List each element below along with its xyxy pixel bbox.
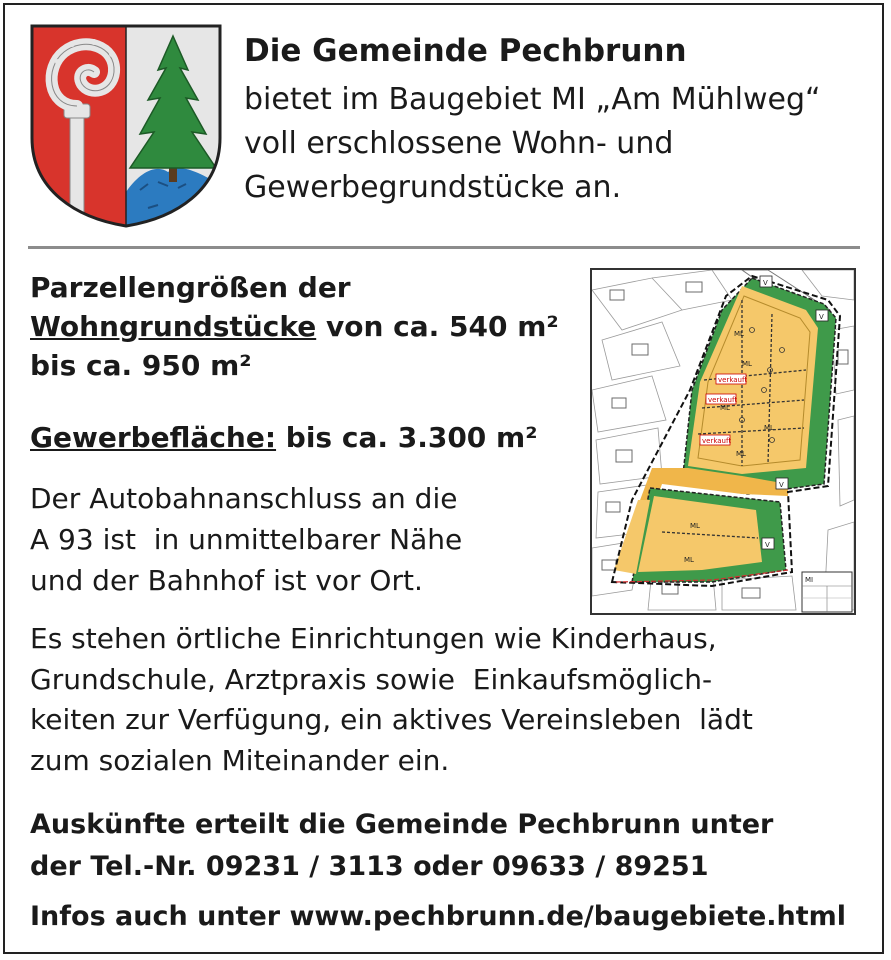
sold-marker: verkauft [708,396,738,404]
green-marker: V [819,313,824,321]
intro-line: Gewerbegrundstücke an. [244,170,622,205]
headline: Die Gemeinde Pechbrunn [244,33,687,69]
plot-label: ML [684,556,694,564]
intro-text [244,78,874,210]
transport-text [30,478,570,601]
plot-label: ML [742,360,752,368]
parcel-line [30,307,600,346]
contact-line: Auskünfte erteilt die Gemeinde Pechbrunn unter [30,809,774,840]
plot-label: ML [720,404,730,412]
green-marker: V [763,279,768,287]
residential-min: von ca. 540 m² [316,310,559,343]
commercial-area [30,418,537,458]
transport-line: Der Autobahnanschluss an die [30,482,458,515]
coat-of-arms [28,22,224,230]
divider [28,246,860,249]
plot-label: ML [736,450,746,458]
green-marker: V [765,541,770,549]
sold-marker: verkauft [718,376,748,384]
site-plan-map [590,268,856,615]
intro-line: voll erschlossene Wohn- und [244,126,674,161]
map-legend [802,572,852,612]
contact-info [30,804,870,888]
intro-line: bietet im Baugebiet MI „Am Mühlweg“ [244,82,821,117]
commercial-value: bis ca. 3.300 m² [276,421,538,454]
parcel-sizes [30,268,600,385]
plot-label: ML [734,330,744,338]
facilities-line: zum sozialen Miteinander ein. [30,743,450,777]
parcel-line: Parzellengrößen der [30,271,351,304]
plot-label: ML [690,522,700,530]
facilities-text [30,619,870,781]
transport-line: und der Bahnhof ist vor Ort. [30,564,423,597]
transport-line: A 93 ist in unmittelbarer Nähe [30,523,463,556]
sold-marker: verkauft [702,437,732,445]
zone-label: MI [805,576,814,584]
parcel-line: bis ca. 950 m² [30,349,252,382]
commercial-label: Gewerbefläche: [30,421,277,454]
plot-label: ML [764,424,774,432]
facilities-line: Grundschule, Arztpraxis sowie Einkaufsmöglich- [30,662,713,696]
residential-label: Wohngrundstücke [30,310,317,343]
contact-phone: der Tel.-Nr. 09231 / 3113 oder 09633 / 89251 [30,851,709,882]
facilities-line: keiten zur Verfügung, ein aktives Vereinsleben lädt [30,703,753,736]
facilities-line: Es stehen örtliche Einrichtungen wie Kinderhaus, [30,622,717,655]
website-info: Infos auch unter www.pechbrunn.de/baugebiete.html [30,901,847,932]
green-marker: V [779,481,784,489]
